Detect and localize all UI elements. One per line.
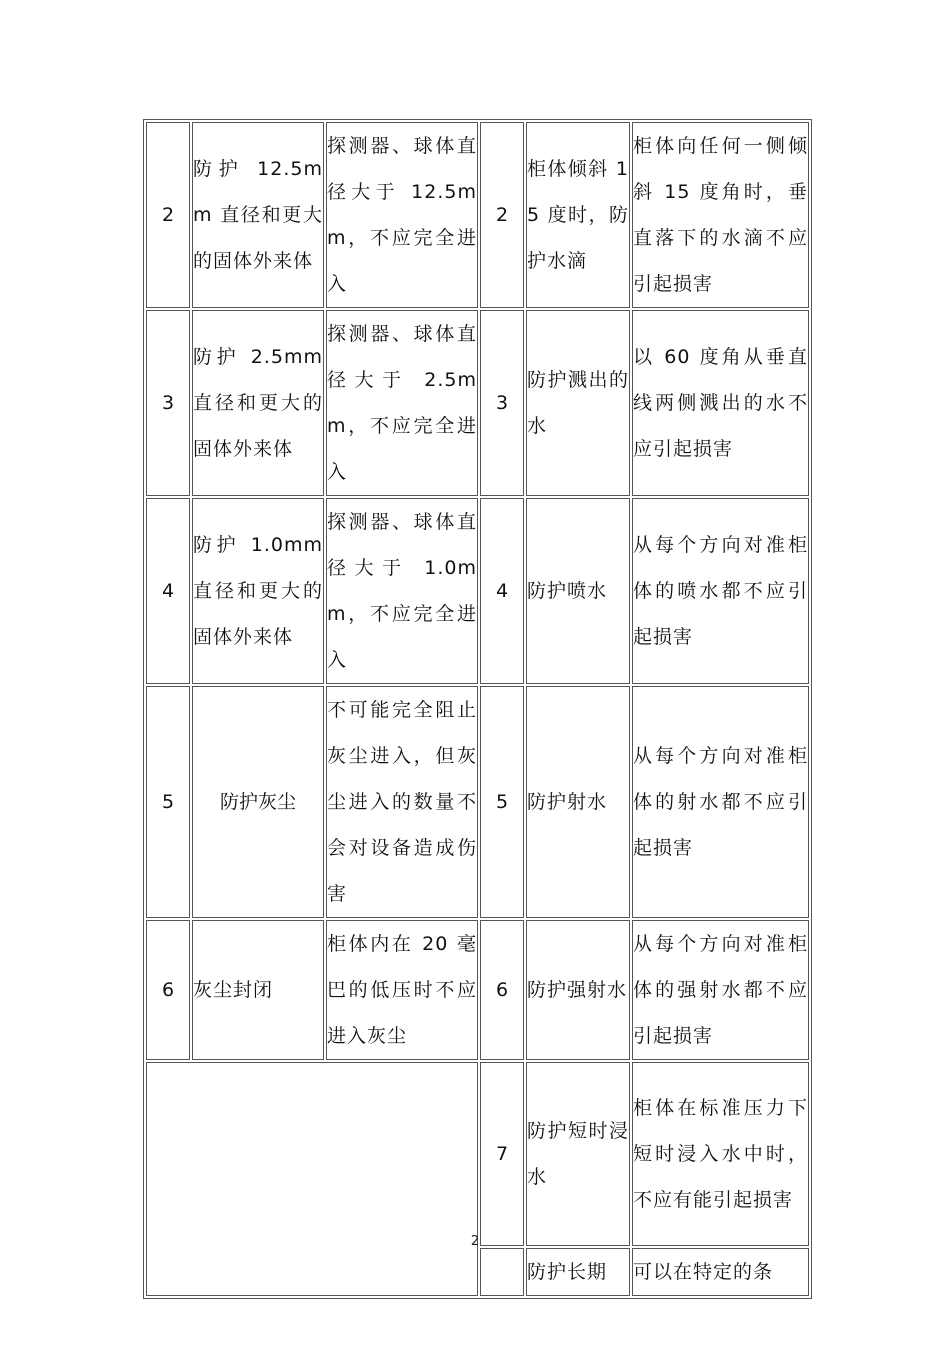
water-level-cell: 2 [480,122,524,308]
water-level-cell: 3 [480,310,524,496]
water-level-cell: 5 [480,686,524,918]
dust-level-cell: 4 [146,498,190,684]
water-desc-cell: 从每个方向对准柜体的射水都不应引起损害 [632,686,809,918]
table-row [146,1062,809,1246]
water-desc-cell: 柜体在标准压力下短时浸入水中时，不应有能引起损害 [632,1062,809,1246]
dust-desc-cell: 探测器、球体直径大于 12.5mm，不应完全进入 [326,122,478,308]
ip-protection-table [143,119,812,1299]
dust-name-cell: 防护 2.5mm直径和更大的固体外来体 [192,310,324,496]
table-row [146,122,809,308]
water-level-cell: 7 [480,1062,524,1246]
dust-desc-cell: 探测器、球体直径大于 1.0mm，不应完全进入 [326,498,478,684]
dust-level-cell: 2 [146,122,190,308]
dust-name-cell: 防护灰尘 [192,686,324,918]
water-name-cell: 柜体倾斜 15 度时，防护水滴 [526,122,630,308]
table-row [146,686,809,918]
table-row [146,498,809,684]
water-name-cell: 防护喷水 [526,498,630,684]
empty-dust-cell [146,1062,478,1296]
page-number: 2 [470,1234,480,1249]
water-desc-cell: 以 60 度角从垂直线两侧溅出的水不应引起损害 [632,310,809,496]
dust-name-cell: 灰尘封闭 [192,920,324,1060]
water-desc-cell: 从每个方向对准柜体的喷水都不应引起损害 [632,498,809,684]
water-desc-cell: 从每个方向对准柜体的强射水都不应引起损害 [632,920,809,1060]
table-row [146,920,809,1060]
dust-name-cell: 防护 1.0mm直径和更大的固体外来体 [192,498,324,684]
water-name-cell: 防护溅出的水 [526,310,630,496]
dust-desc-cell: 探测器、球体直径大于 2.5mm，不应完全进入 [326,310,478,496]
dust-level-cell: 5 [146,686,190,918]
table-row [146,310,809,496]
water-level-cell [480,1248,524,1296]
dust-desc-cell: 柜体内在 20 毫巴的低压时不应进入灰尘 [326,920,478,1060]
water-name-cell: 防护射水 [526,686,630,918]
water-level-cell: 4 [480,498,524,684]
dust-level-cell: 3 [146,310,190,496]
water-level-cell: 6 [480,920,524,1060]
water-name-cell: 防护短时浸水 [526,1062,630,1246]
water-desc-cell: 可以在特定的条 [632,1248,809,1296]
dust-level-cell: 6 [146,920,190,1060]
dust-desc-cell: 不可能完全阻止灰尘进入，但灰尘进入的数量不会对设备造成伤害 [326,686,478,918]
dust-name-cell: 防护 12.5mm 直径和更大的固体外来体 [192,122,324,308]
water-name-cell: 防护强射水 [526,920,630,1060]
water-desc-cell: 柜体向任何一侧倾斜 15 度角时，垂直落下的水滴不应引起损害 [632,122,809,308]
water-name-cell: 防护长期 [526,1248,630,1296]
